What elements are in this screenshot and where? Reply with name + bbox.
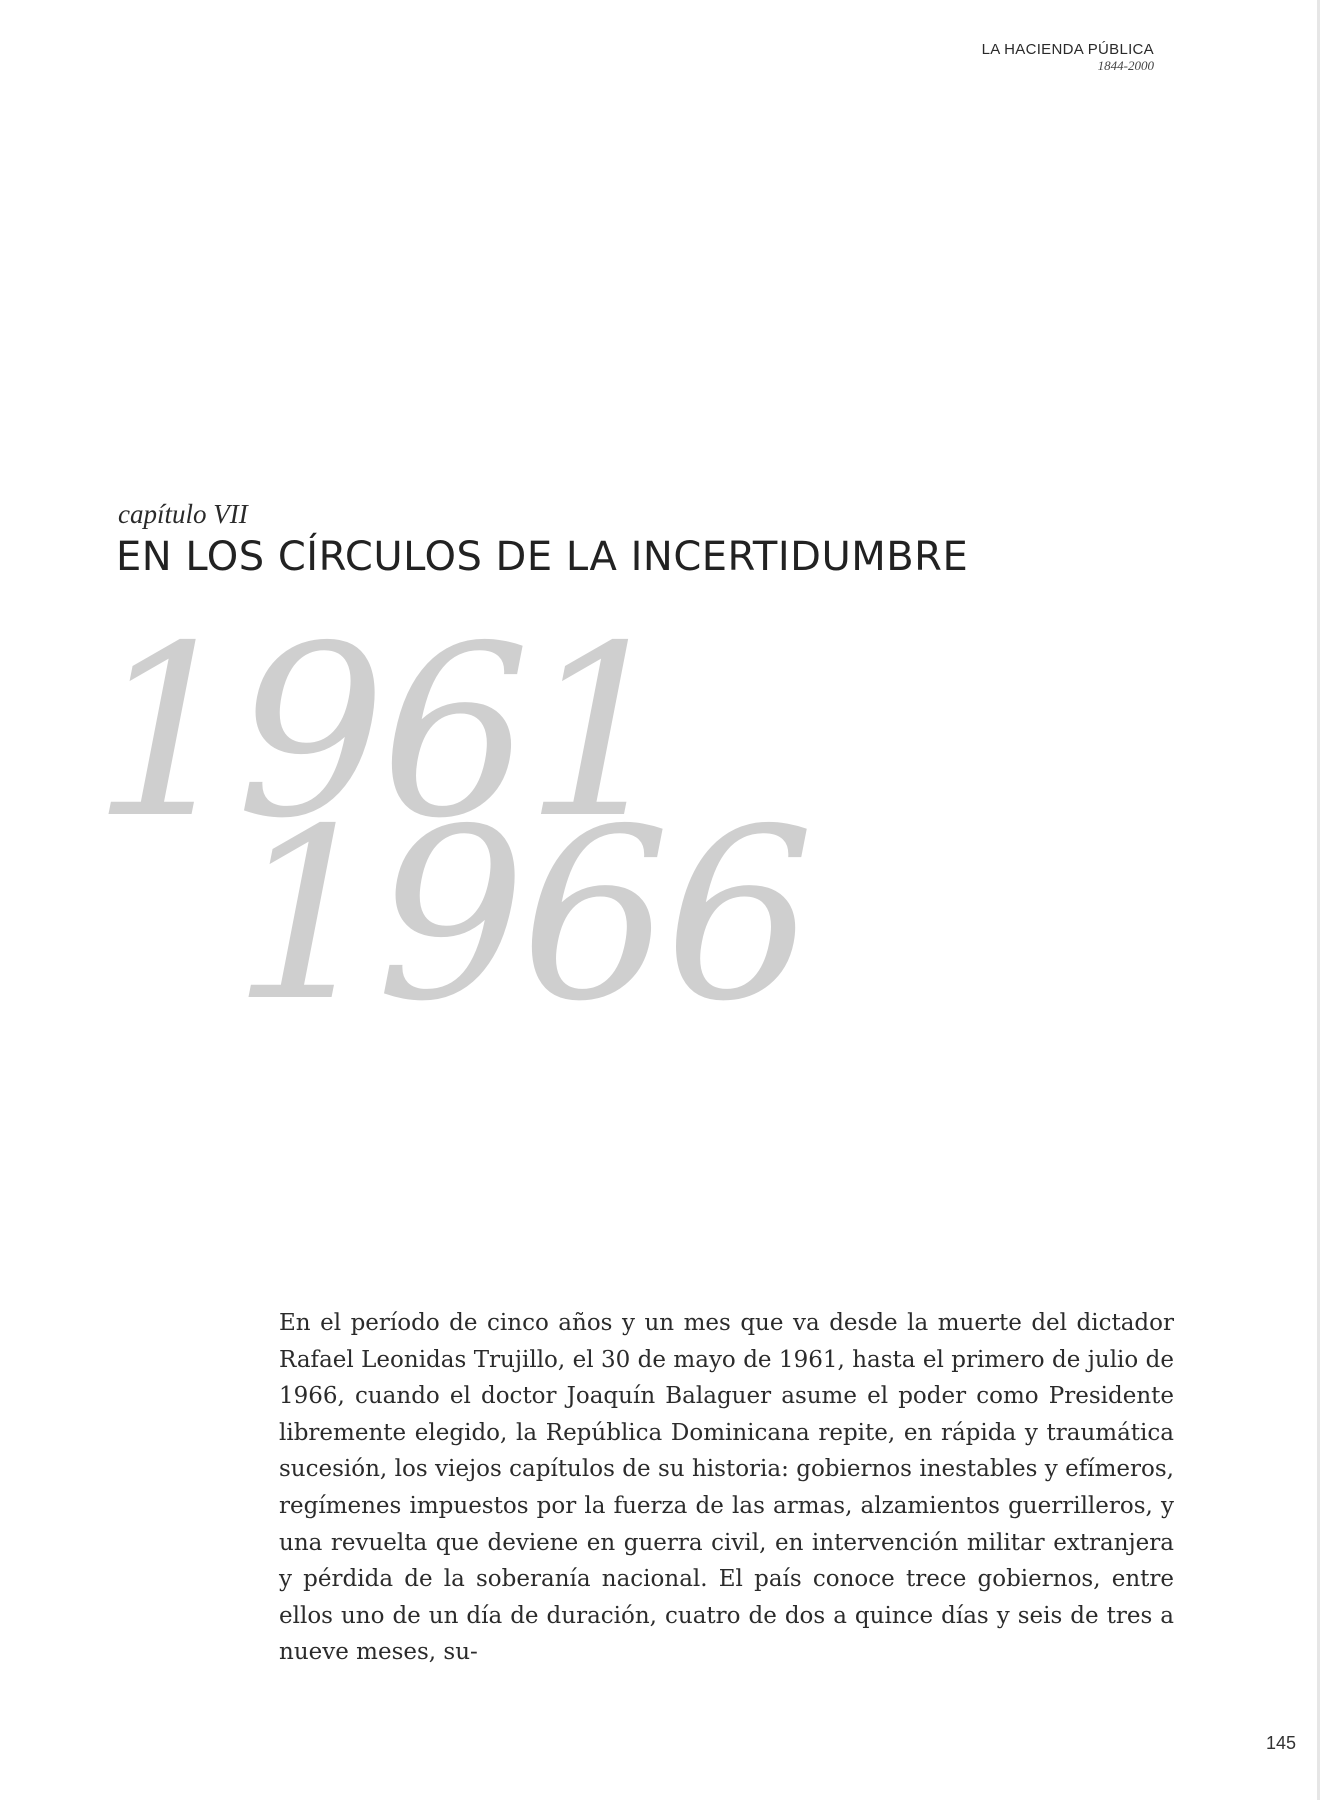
page-number: 145 <box>1265 1733 1296 1753</box>
body-paragraph: En el período de cinco años y un mes que va desde la muerte del dictador Rafael Leonidas Trujillo, el 30 de mayo de 1961, hasta el primero de julio de 1966, cuando el doctor Joaquín Balaguer asume el poder como Presidente libremente elegido, la República Dominicana repite, en rápida y traumática sucesión, los viejos capítulos de su historia: gobiernos inestables y efímeros, regímenes impuestos por la fuerza de las armas, alzamientos guerrilleros, y una revuelta que deviene en guerra civil, en intervención militar extranjera y pérdida de la soberanía nacional. El país conoce trece gobiernos, entre ellos uno de un día de duración, cuatro de dos a quince días y seis de tres a nueve meses, su- <box>279 1310 1174 1666</box>
year-start: 1961 <box>92 595 669 870</box>
chapter-label: capítulo VII <box>118 499 248 529</box>
chapter-title: EN LOS CÍRCULOS DE LA INCERTIDUMBRE <box>116 534 969 580</box>
book-title: LA HACIENDA PÚBLICA <box>981 41 1154 58</box>
book-years: 1844-2000 <box>1097 57 1154 73</box>
year-end: 1966 <box>232 778 809 1053</box>
running-header <box>982 42 1154 73</box>
